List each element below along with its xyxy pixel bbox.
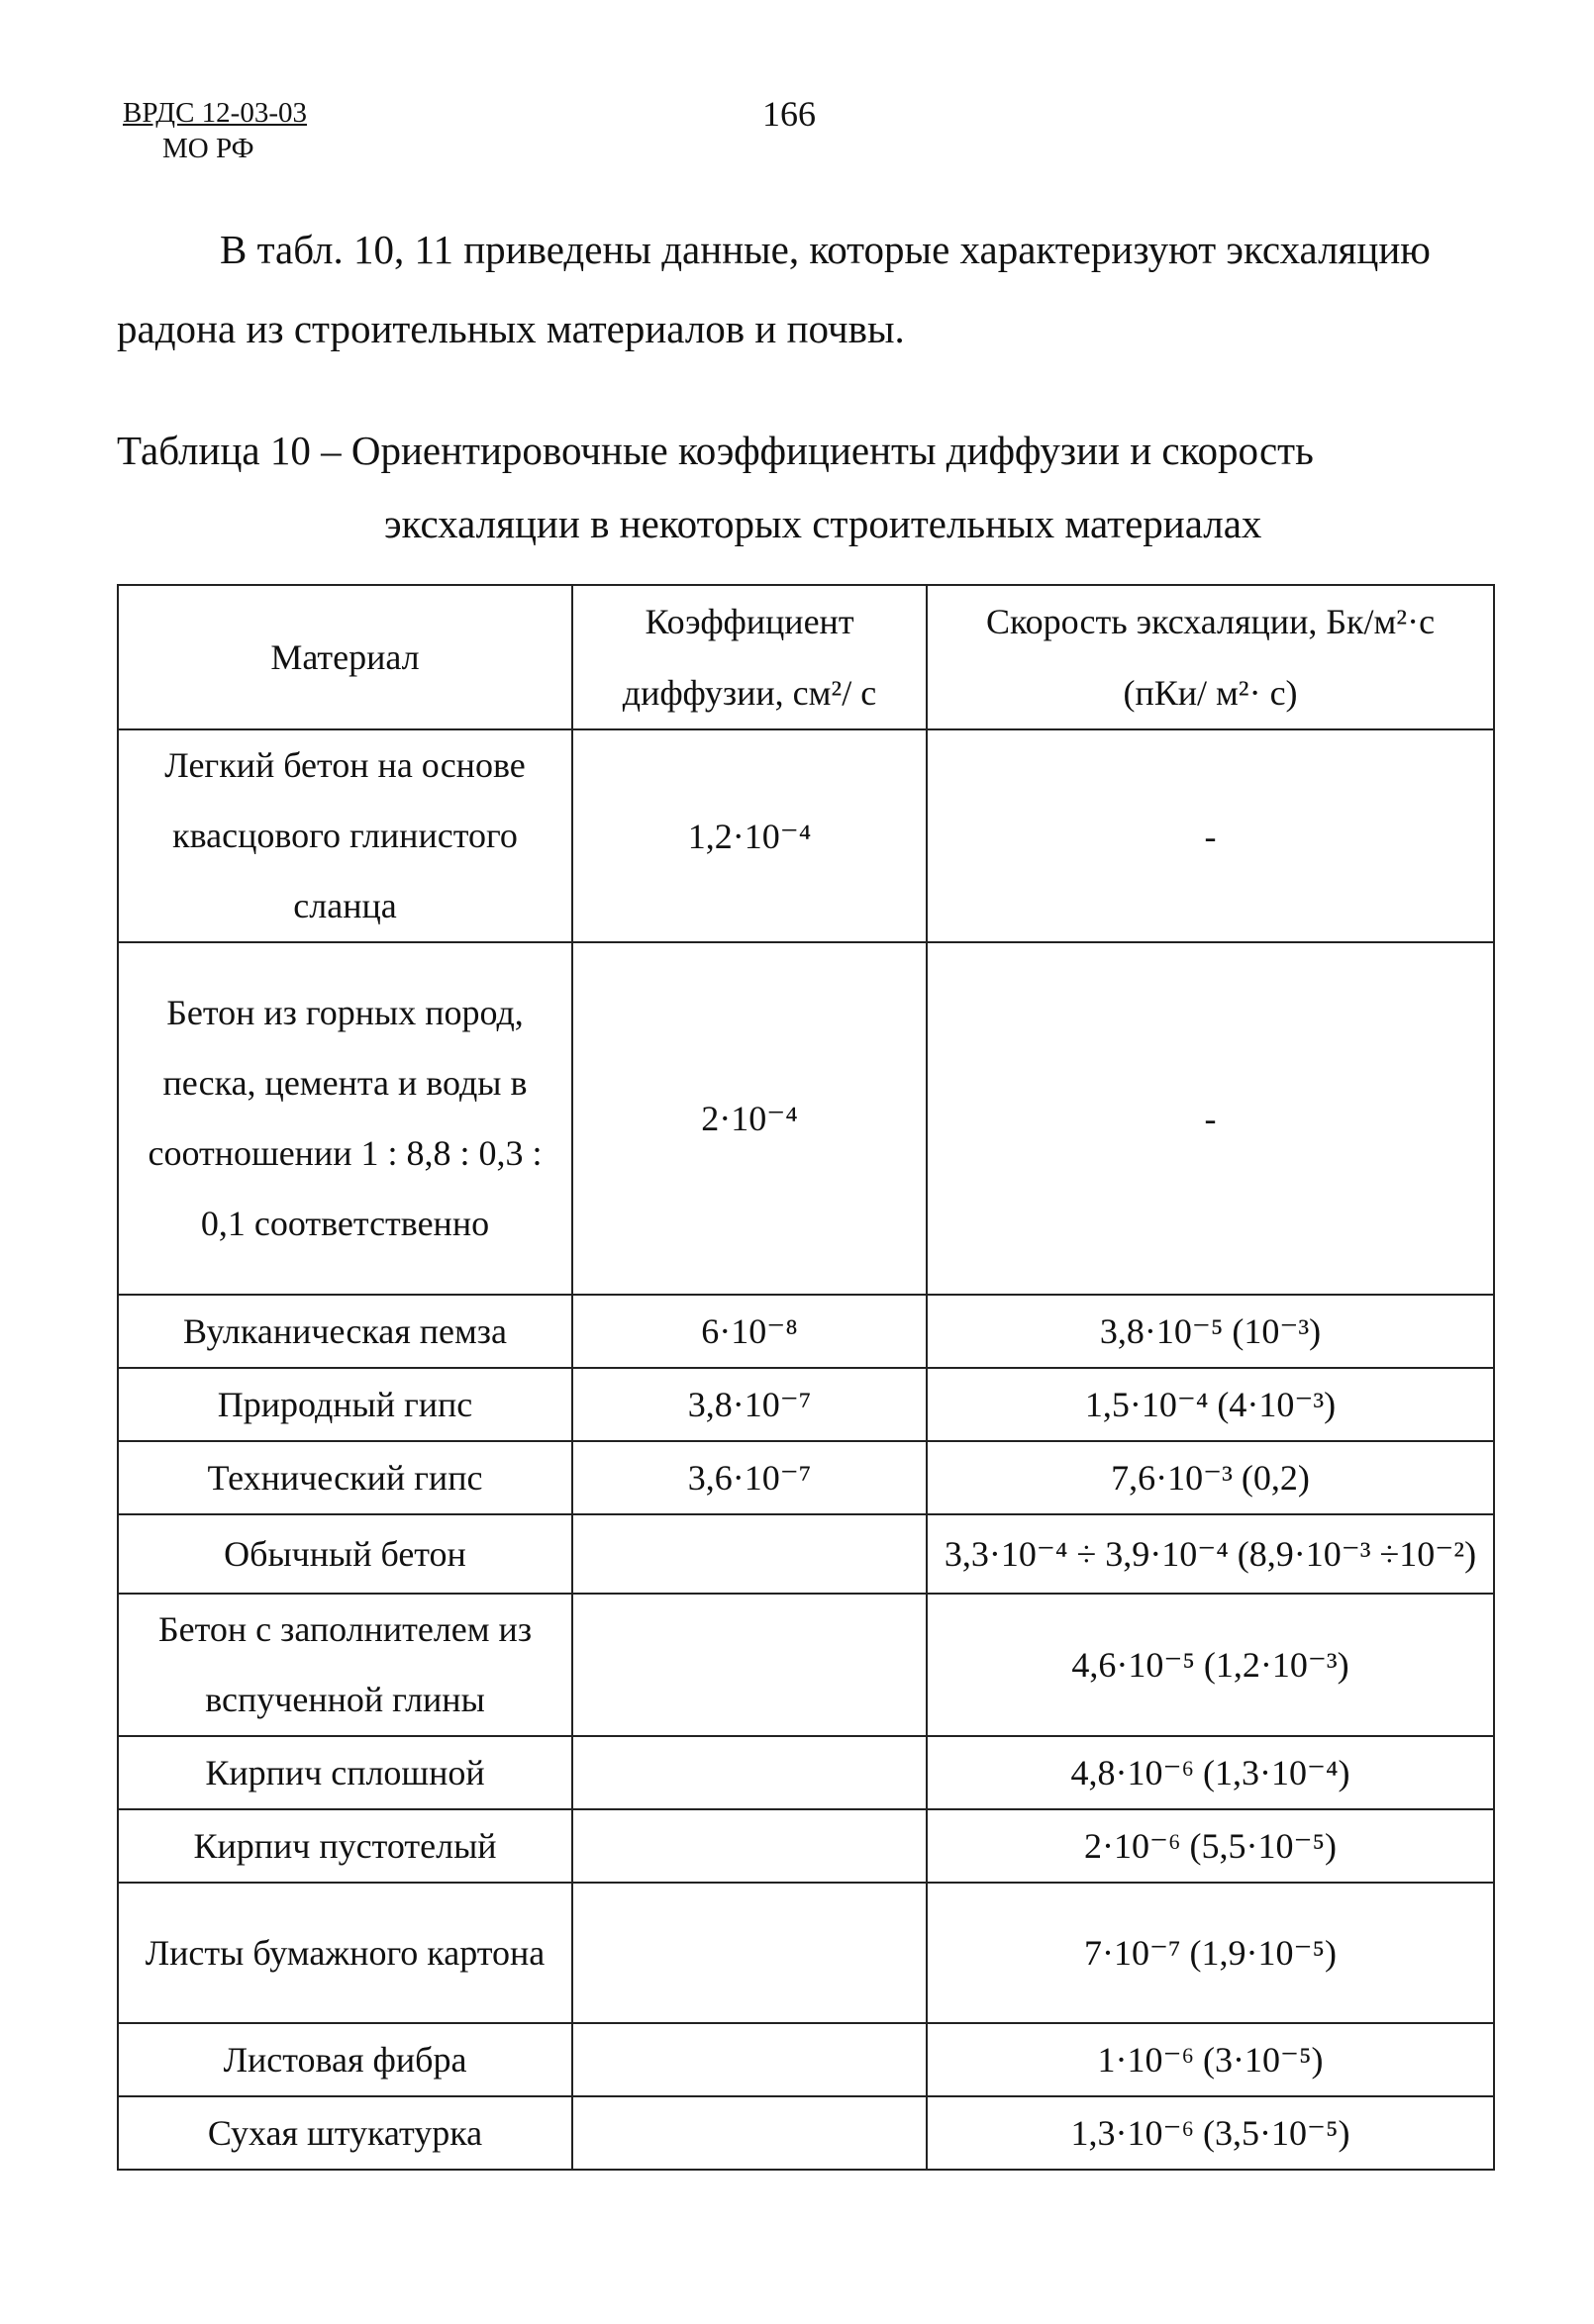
cell-diffusion [572,1883,927,2023]
header-rate [927,585,1494,729]
header-diffusion-line-2: диффузии, см²/ с [622,673,877,713]
cell-rate: 7·10⁻⁷ (1,9·10⁻⁵) [927,1883,1494,2023]
table-row [118,1809,1494,1883]
table-row [118,2096,1494,2170]
cell-diffusion: 1,2·10⁻⁴ [572,729,927,942]
cell-material: Кирпич сплошной [118,1736,572,1809]
caption-line-2: эксхаляции в некоторых строительных материалах [384,501,1262,546]
cell-rate: 3,8·10⁻⁵ (10⁻³) [927,1295,1494,1368]
header-rate-line-2: (пКи/ м²· с) [1123,673,1298,713]
cell-material: Бетон с заполнителем из вспученной глины [118,1594,572,1736]
cell-rate: - [927,729,1494,942]
intro-text: В табл. 10, 11 приведены данные, которые характеризуют эксхаляцию радона из строительных материалов и почвы. [117,227,1431,351]
intro-paragraph [117,210,1493,368]
cell-rate: 1·10⁻⁶ (3·10⁻⁵) [927,2023,1494,2096]
cell-rate: 3,3·10⁻⁴ ÷ 3,9·10⁻⁴ (8,9·10⁻³ ÷10⁻²) [927,1514,1494,1594]
cell-rate: 4,8·10⁻⁶ (1,3·10⁻⁴) [927,1736,1494,1809]
cell-material: Бетон из горных пород, песка, цемента и воды в соотношении 1 : 8,8 : 0,3 : 0,1 соответственно [118,942,572,1295]
cell-diffusion: 3,8·10⁻⁷ [572,1368,927,1441]
cell-rate: 7,6·10⁻³ (0,2) [927,1441,1494,1514]
cell-rate: 1,5·10⁻⁴ (4·10⁻³) [927,1368,1494,1441]
table-row [118,1295,1494,1368]
table-header-row [118,585,1494,729]
cell-diffusion: 2·10⁻⁴ [572,942,927,1295]
table-row [118,942,1494,1295]
document-code: ВРДС 12-03-03 [123,97,307,129]
cell-material: Легкий бетон на основе квасцового глинистого сланца [118,729,572,942]
cell-rate: 1,3·10⁻⁶ (3,5·10⁻⁵) [927,2096,1494,2170]
cell-material: Вулканическая пемза [118,1295,572,1368]
cell-diffusion [572,1514,927,1594]
table-row [118,1883,1494,2023]
cell-diffusion [572,2096,927,2170]
document-header [123,95,307,166]
organization: МО РФ [162,133,254,164]
page-number: 166 [762,94,816,134]
caption-line-1: Таблица 10 – Ориентировочные коэффициенты диффузии и скорость [117,428,1314,473]
header-diffusion [572,585,927,729]
cell-rate: 4,6·10⁻⁵ (1,2·10⁻³) [927,1594,1494,1736]
cell-diffusion [572,1736,927,1809]
cell-diffusion [572,1809,927,1883]
cell-material: Обычный бетон [118,1514,572,1594]
cell-diffusion: 6·10⁻⁸ [572,1295,927,1368]
table-row [118,2023,1494,2096]
header-diffusion-line-1: Коэффициент [645,602,854,641]
cell-diffusion [572,1594,927,1736]
cell-diffusion [572,2023,927,2096]
table-row [118,1736,1494,1809]
cell-material: Природный гипс [118,1368,572,1441]
cell-material: Кирпич пустотелый [118,1809,572,1883]
header-material: Материал [118,585,572,729]
cell-material: Листовая фибра [118,2023,572,2096]
table-row [118,1514,1494,1594]
header-rate-line-1: Скорость эксхаляции, Бк/м²·с [985,602,1436,641]
cell-diffusion: 3,6·10⁻⁷ [572,1441,927,1514]
cell-rate: - [927,942,1494,1295]
cell-material: Сухая штукатурка [118,2096,572,2170]
table-row [118,1368,1494,1441]
cell-rate: 2·10⁻⁶ (5,5·10⁻⁵) [927,1809,1494,1883]
table-row [118,729,1494,942]
cell-material: Технический гипс [118,1441,572,1514]
cell-material: Листы бумажного картона [118,1883,572,2023]
table-row [118,1441,1494,1514]
table-caption [117,414,1493,560]
diffusion-table [117,584,1495,2171]
table-row [118,1594,1494,1736]
